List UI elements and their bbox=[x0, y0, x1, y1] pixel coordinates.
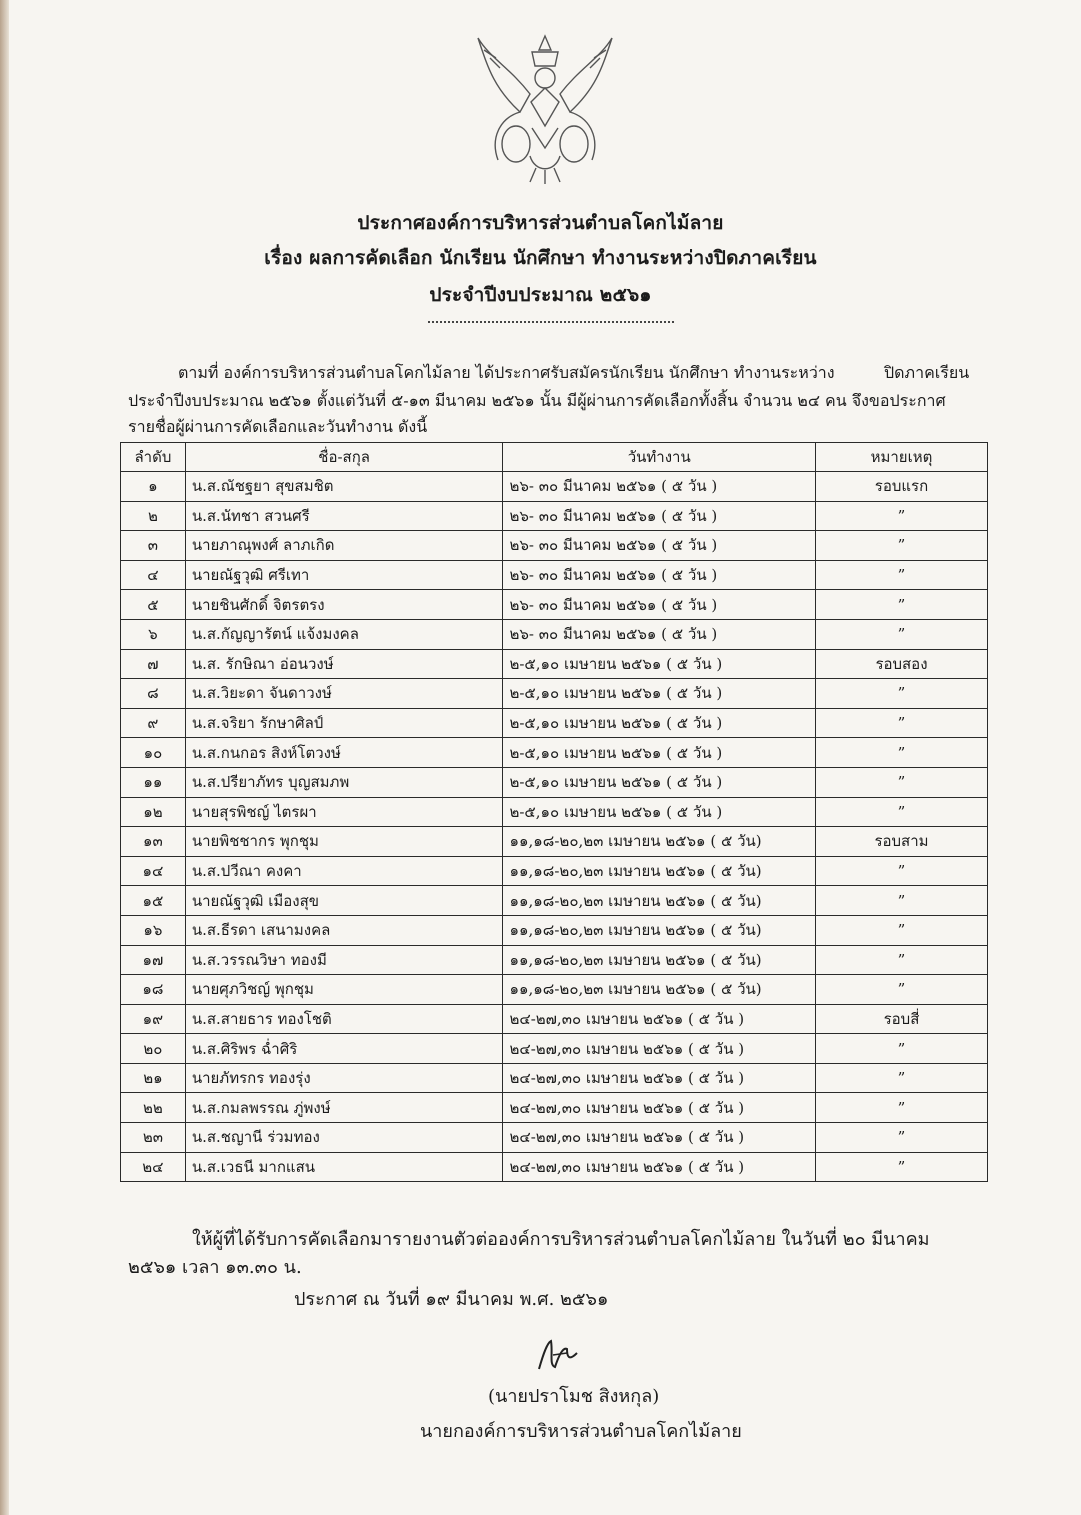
table-row bbox=[121, 827, 988, 857]
row-workdays: ๑๑,๑๘-๒๐,๒๓ เมษายน ๒๕๖๑ ( ๕ วัน) bbox=[503, 975, 816, 1005]
row-workdays: ๑๑,๑๘-๒๐,๒๓ เมษายน ๒๕๖๑ ( ๕ วัน) bbox=[503, 945, 816, 975]
row-name: น.ส.ปรียาภัทร บุญสมภพ bbox=[185, 767, 503, 797]
table-row bbox=[121, 886, 988, 916]
signer-name: (นายปราโมช สิงหกุล) bbox=[488, 1386, 660, 1407]
row-remark: รอบสอง bbox=[815, 649, 987, 679]
row-name: นายชินศักดิ์ จิตรตรง bbox=[185, 590, 503, 620]
row-remark: ” bbox=[815, 679, 987, 709]
intro-line-3: รายชื่อผู้ผ่านการคัดเลือกและวันทำงาน ดังนี้ bbox=[128, 417, 428, 436]
row-workdays: ๒๖- ๓๐ มีนาคม ๒๕๖๑ ( ๕ วัน ) bbox=[503, 560, 816, 590]
row-order: ๑๐ bbox=[121, 738, 186, 768]
table-body bbox=[121, 472, 988, 1182]
row-workdays: ๒-๕,๑๐ เมษายน ๒๕๖๑ ( ๕ วัน ) bbox=[503, 797, 816, 827]
row-remark: ” bbox=[815, 560, 987, 590]
row-order: ๑๖ bbox=[121, 915, 186, 945]
col-header-workdays: วันทำงาน bbox=[503, 443, 816, 472]
signer-title: นายกองค์การบริหารส่วนตำบลโคกไม้ลาย bbox=[420, 1421, 742, 1442]
row-name: น.ส. รักษิณา อ่อนวงษ์ bbox=[185, 649, 503, 679]
row-workdays: ๒๔-๒๗,๓๐ เมษายน ๒๕๖๑ ( ๕ วัน ) bbox=[503, 1152, 816, 1182]
table-row bbox=[121, 797, 988, 827]
row-name: นายภัทรกร ทองรุ่ง bbox=[185, 1063, 503, 1093]
row-name: น.ส.ปวีณา คงคา bbox=[185, 856, 503, 886]
row-workdays: ๒๔-๒๗,๓๐ เมษายน ๒๕๖๑ ( ๕ วัน ) bbox=[503, 1123, 816, 1153]
table-row bbox=[121, 915, 988, 945]
table-row bbox=[121, 1123, 988, 1153]
col-header-remark: หมายเหตุ bbox=[815, 443, 987, 472]
table-row bbox=[121, 472, 988, 502]
table-row bbox=[121, 975, 988, 1005]
row-remark: ” bbox=[815, 856, 987, 886]
report-instruction-line-1: ให้ผู้ที่ได้รับการคัดเลือกมารายงานตัวต่อองค์การบริหารส่วนตำบลโคกไม้ลาย ในวันที่ ๒๐ มีนาคม bbox=[192, 1229, 930, 1250]
row-order: ๕ bbox=[121, 590, 186, 620]
announcement-subject: เรื่อง ผลการคัดเลือก นักเรียน นักศึกษา ทำงานระหว่างปิดภาคเรียน bbox=[264, 247, 817, 269]
row-remark: ” bbox=[815, 531, 987, 561]
row-order: ๙ bbox=[121, 708, 186, 738]
row-workdays: ๒๖- ๓๐ มีนาคม ๒๕๖๑ ( ๕ วัน ) bbox=[503, 619, 816, 649]
row-remark: ” bbox=[815, 708, 987, 738]
row-order: ๑ bbox=[121, 472, 186, 502]
row-workdays: ๑๑,๑๘-๒๐,๒๓ เมษายน ๒๕๖๑ ( ๕ วัน) bbox=[503, 915, 816, 945]
row-workdays: ๒๔-๒๗,๓๐ เมษายน ๒๕๖๑ ( ๕ วัน ) bbox=[503, 1034, 816, 1064]
row-order: ๖ bbox=[121, 619, 186, 649]
dotted-divider bbox=[428, 311, 674, 323]
row-name: นายณัฐวุฒิ เมืองสุข bbox=[185, 886, 503, 916]
row-order: ๑๔ bbox=[121, 856, 186, 886]
col-header-order: ลำดับ bbox=[121, 443, 186, 472]
row-name: น.ส.ธีรดา เสนามงคล bbox=[185, 915, 503, 945]
table-row bbox=[121, 767, 988, 797]
row-workdays: ๒-๕,๑๐ เมษายน ๒๕๖๑ ( ๕ วัน ) bbox=[503, 738, 816, 768]
row-workdays: ๒๖- ๓๐ มีนาคม ๒๕๖๑ ( ๕ วัน ) bbox=[503, 590, 816, 620]
row-workdays: ๒-๕,๑๐ เมษายน ๒๕๖๑ ( ๕ วัน ) bbox=[503, 767, 816, 797]
intro-line-2: ประจำปีงบประมาณ ๒๕๖๑ ตั้งแต่วันที่ ๕-๑๓ มีนาคม ๒๕๖๑ นั้น มีผู้ผ่านการคัดเลือกทั้งสิ้น จำนวน ๒๔ คน จึงขอประกาศ bbox=[128, 391, 946, 410]
row-name: น.ส.สายธาร ทองโชติ bbox=[185, 1004, 503, 1034]
row-name: น.ส.วิยะดา จันดาวงษ์ bbox=[185, 679, 503, 709]
row-name: นายณัฐวุฒิ ศรีเทา bbox=[185, 560, 503, 590]
row-order: ๑๙ bbox=[121, 1004, 186, 1034]
row-order: ๒ bbox=[121, 501, 186, 531]
row-workdays: ๑๑,๑๘-๒๐,๒๓ เมษายน ๒๕๖๑ ( ๕ วัน) bbox=[503, 856, 816, 886]
intro-line-1: ตามที่ องค์การบริหารส่วนตำบลโคกไม้ลาย ได้ประกาศรับสมัครนักเรียน นักศึกษา ทำงานระหว่าง bbox=[178, 363, 835, 382]
row-order: ๘ bbox=[121, 679, 186, 709]
row-workdays: ๒๖- ๓๐ มีนาคม ๒๕๖๑ ( ๕ วัน ) bbox=[503, 501, 816, 531]
row-name: น.ส.ชญานี ร่วมทอง bbox=[185, 1123, 503, 1153]
row-order: ๒๔ bbox=[121, 1152, 186, 1182]
row-order: ๓ bbox=[121, 531, 186, 561]
row-order: ๒๓ bbox=[121, 1123, 186, 1153]
table-row bbox=[121, 649, 988, 679]
row-remark: ” bbox=[815, 915, 987, 945]
row-name: น.ส.ศิริพร ฉ่ำศิริ bbox=[185, 1034, 503, 1064]
row-remark: ” bbox=[815, 738, 987, 768]
table-header-row bbox=[121, 443, 988, 472]
row-workdays: ๒-๕,๑๐ เมษายน ๒๕๖๑ ( ๕ วัน ) bbox=[503, 679, 816, 709]
row-remark: ” bbox=[815, 1063, 987, 1093]
row-name: นายภาณุพงศ์ ลาภเกิด bbox=[185, 531, 503, 561]
table-row bbox=[121, 708, 988, 738]
row-remark: ” bbox=[815, 767, 987, 797]
table-row bbox=[121, 531, 988, 561]
row-order: ๑๑ bbox=[121, 767, 186, 797]
row-workdays: ๒๖- ๓๐ มีนาคม ๒๕๖๑ ( ๕ วัน ) bbox=[503, 472, 816, 502]
row-order: ๑๒ bbox=[121, 797, 186, 827]
row-remark: รอบสี่ bbox=[815, 1004, 987, 1034]
row-remark: รอบแรก bbox=[815, 472, 987, 502]
table-row bbox=[121, 945, 988, 975]
row-name: น.ส.ณัชฐยา สุขสมชิต bbox=[185, 472, 503, 502]
garuda-emblem-icon bbox=[470, 28, 620, 186]
table-row bbox=[121, 1034, 988, 1064]
row-order: ๑๓ bbox=[121, 827, 186, 857]
table-row bbox=[121, 856, 988, 886]
row-name: น.ส.วรรณวิษา ทองมี bbox=[185, 945, 503, 975]
row-workdays: ๒๔-๒๗,๓๐ เมษายน ๒๕๖๑ ( ๕ วัน ) bbox=[503, 1063, 816, 1093]
row-workdays: ๑๑,๑๘-๒๐,๒๓ เมษายน ๒๕๖๑ ( ๕ วัน) bbox=[503, 886, 816, 916]
row-remark: ” bbox=[815, 945, 987, 975]
row-remark: ” bbox=[815, 1034, 987, 1064]
row-order: ๔ bbox=[121, 560, 186, 590]
table-row bbox=[121, 501, 988, 531]
signature-icon bbox=[533, 1335, 583, 1375]
row-remark: ” bbox=[815, 1152, 987, 1182]
row-remark: ” bbox=[815, 501, 987, 531]
row-workdays: ๒-๕,๑๐ เมษายน ๒๕๖๑ ( ๕ วัน ) bbox=[503, 708, 816, 738]
row-name: นายพิชชากร พุกชุม bbox=[185, 827, 503, 857]
row-name: นายศุภวิชญ์ พุกชุม bbox=[185, 975, 503, 1005]
row-remark: ” bbox=[815, 1123, 987, 1153]
table-row bbox=[121, 619, 988, 649]
row-order: ๑๕ bbox=[121, 886, 186, 916]
row-remark: ” bbox=[815, 1093, 987, 1123]
table-row bbox=[121, 1004, 988, 1034]
table-row bbox=[121, 590, 988, 620]
table-row bbox=[121, 738, 988, 768]
table-row bbox=[121, 1063, 988, 1093]
announcement-title: ประกาศองค์การบริหารส่วนตำบลโคกไม้ลาย bbox=[357, 212, 724, 234]
table-row bbox=[121, 1093, 988, 1123]
table-row bbox=[121, 560, 988, 590]
row-remark: รอบสาม bbox=[815, 827, 987, 857]
row-remark: ” bbox=[815, 619, 987, 649]
row-workdays: ๑๑,๑๘-๒๐,๒๓ เมษายน ๒๕๖๑ ( ๕ วัน) bbox=[503, 827, 816, 857]
row-workdays: ๒-๕,๑๐ เมษายน ๒๕๖๑ ( ๕ วัน ) bbox=[503, 649, 816, 679]
row-remark: ” bbox=[815, 886, 987, 916]
row-name: น.ส.นัทชา สวนศรี bbox=[185, 501, 503, 531]
row-name: น.ส.จริยา รักษาศิลป์ bbox=[185, 708, 503, 738]
row-workdays: ๒๖- ๓๐ มีนาคม ๒๕๖๑ ( ๕ วัน ) bbox=[503, 531, 816, 561]
row-name: น.ส.กนกอร สิงห์โตวงษ์ bbox=[185, 738, 503, 768]
row-remark: ” bbox=[815, 590, 987, 620]
row-name: น.ส.กัญญารัตน์ แจ้งมงคล bbox=[185, 619, 503, 649]
announce-date: ประกาศ ณ วันที่ ๑๙ มีนาคม พ.ศ. ๒๕๖๑ bbox=[294, 1289, 609, 1310]
selection-table bbox=[120, 442, 988, 1182]
row-workdays: ๒๔-๒๗,๓๐ เมษายน ๒๕๖๑ ( ๕ วัน ) bbox=[503, 1093, 816, 1123]
table-row bbox=[121, 679, 988, 709]
report-instruction-line-2: ๒๕๖๑ เวลา ๑๓.๓๐ น. bbox=[128, 1257, 302, 1278]
col-header-name: ชื่อ-สกุล bbox=[185, 443, 503, 472]
row-order: ๗ bbox=[121, 649, 186, 679]
row-remark: ” bbox=[815, 975, 987, 1005]
row-workdays: ๒๔-๒๗,๓๐ เมษายน ๒๕๖๑ ( ๕ วัน ) bbox=[503, 1004, 816, 1034]
row-order: ๑๘ bbox=[121, 975, 186, 1005]
row-name: น.ส.เวธนี มากแสน bbox=[185, 1152, 503, 1182]
row-name: น.ส.กมลพรรณ ภู่พงษ์ bbox=[185, 1093, 503, 1123]
row-name: นายสุรพิชญ์ ไตรผา bbox=[185, 797, 503, 827]
row-order: ๒๐ bbox=[121, 1034, 186, 1064]
row-remark: ” bbox=[815, 797, 987, 827]
announcement-fiscal-year: ประจำปีงบประมาณ ๒๕๖๑ bbox=[429, 284, 652, 306]
row-order: ๒๒ bbox=[121, 1093, 186, 1123]
row-order: ๒๑ bbox=[121, 1063, 186, 1093]
table-row bbox=[121, 1152, 988, 1182]
row-order: ๑๗ bbox=[121, 945, 186, 975]
intro-line-1-end: ปิดภาคเรียน bbox=[884, 363, 970, 382]
